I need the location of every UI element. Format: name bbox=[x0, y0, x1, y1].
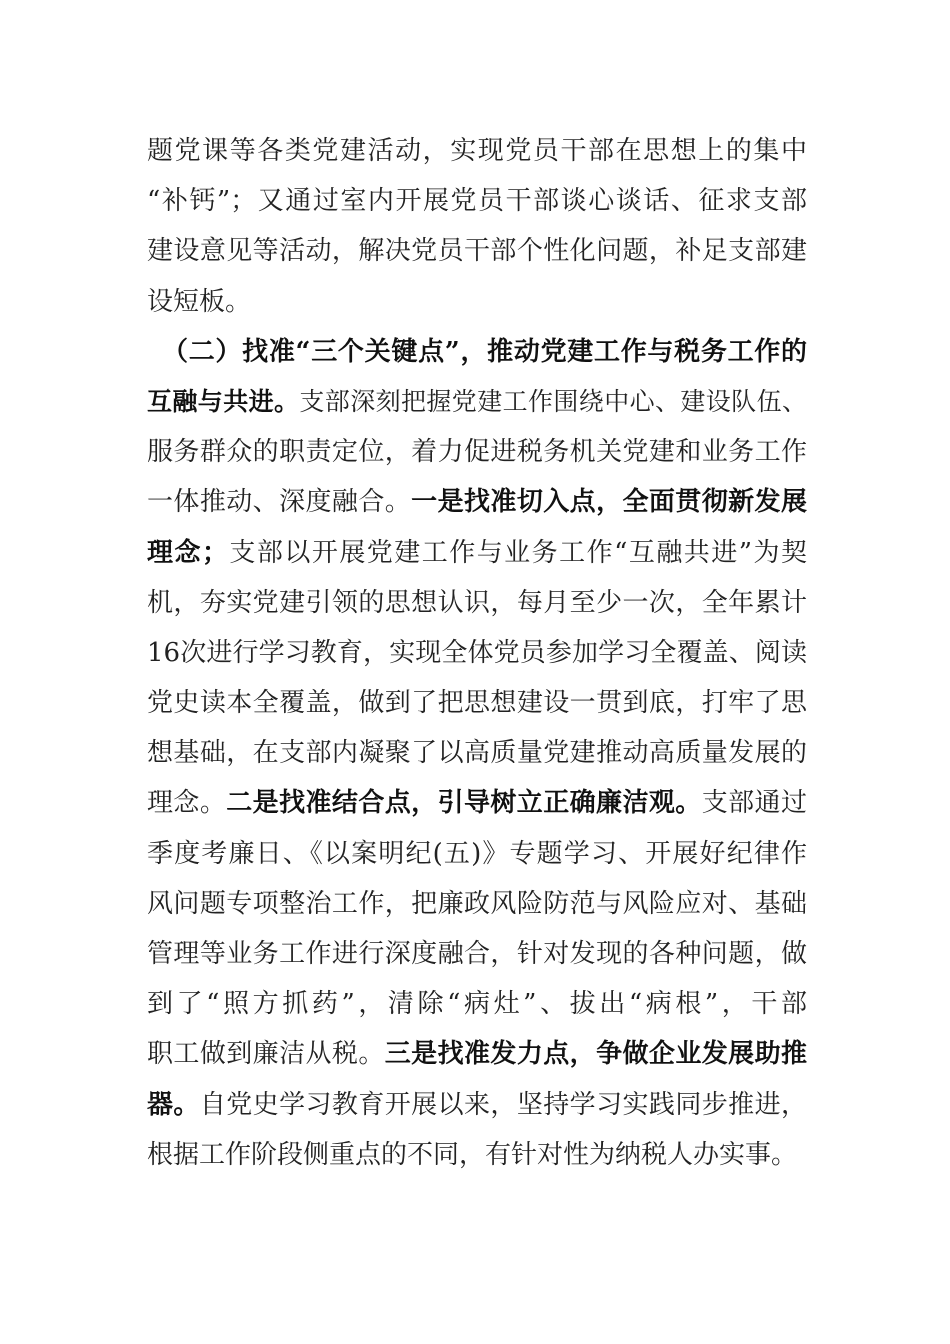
text-line-1 bbox=[147, 126, 807, 176]
text-run: 到了“照方抓药”，清除“病灶”、拔出“病根”，干部 bbox=[147, 989, 807, 1020]
text-run: 想基础，在支部内凝聚了以高质量党建推动高质量发展的 bbox=[147, 738, 807, 769]
section-heading-end: 互融与共进。 bbox=[147, 386, 300, 416]
point-one-heading-end: 理念； bbox=[147, 537, 228, 568]
text-run: “补钙”；又通过室内开展党员干部谈心谈话、征求支部 bbox=[147, 186, 807, 217]
point-one-heading: 一是找准切入点，全面贯彻新发展 bbox=[411, 487, 807, 518]
point-two-heading: 二是找准结合点，引导树立正确廉洁观。 bbox=[226, 788, 702, 819]
text-run: 职工做到廉洁从税。 bbox=[147, 1039, 385, 1070]
text-line-4 bbox=[147, 277, 807, 327]
section-heading-line bbox=[147, 327, 807, 377]
text-line-19 bbox=[147, 1029, 807, 1079]
text-line-12 bbox=[147, 678, 807, 728]
text-line-3 bbox=[147, 226, 807, 276]
text-line-17 bbox=[147, 929, 807, 979]
text-run: 自党史学习教育开展以来，坚持学习实践同步推进， bbox=[199, 1089, 807, 1120]
text-run: 理念。 bbox=[147, 788, 227, 819]
section-heading: （二）找准“三个关键点”，推动党建工作与税务工作的 bbox=[162, 336, 807, 367]
text-run: 党史读本全覆盖，做到了把思想建设一贯到底，打牢了思 bbox=[147, 688, 807, 719]
text-line-20 bbox=[147, 1080, 807, 1130]
text-line-14 bbox=[147, 778, 807, 828]
text-line-15 bbox=[147, 829, 807, 879]
point-three-heading: 三是找准发力点，争做企业发展助推 bbox=[384, 1039, 807, 1070]
text-run: 服务群众的职责定位，着力促进税务机关党建和业务工作 bbox=[147, 437, 807, 468]
text-run: 题党课等各类党建活动，实现党员干部在思想上的集中 bbox=[147, 136, 807, 166]
text-line-6 bbox=[147, 377, 807, 427]
text-run: 建设意见等活动，解决党员干部个性化问题，补足支部建 bbox=[147, 236, 807, 267]
text-line-11 bbox=[147, 628, 807, 678]
text-line-9 bbox=[147, 528, 807, 578]
text-run: 根据工作阶段侧重点的不同，有针对性为纳税人办实事。 bbox=[147, 1139, 798, 1170]
point-three-heading-end: 器。 bbox=[147, 1089, 200, 1120]
text-run: 16次进行学习教育，实现全体党员参加学习全覆盖、阅读 bbox=[147, 637, 807, 668]
text-line-18 bbox=[147, 979, 807, 1029]
text-run: 风问题专项整治工作，把廉政风险防范与风险应对、基础 bbox=[147, 888, 807, 919]
text-run: 设短板。 bbox=[147, 286, 252, 317]
text-line-8 bbox=[147, 477, 807, 527]
text-run: 支部深刻把握党建工作围绕中心、建设队伍、 bbox=[299, 386, 807, 416]
text-run: 管理等业务工作进行深度融合，针对发现的各种问题，做 bbox=[147, 939, 807, 969]
document-body bbox=[147, 126, 807, 1180]
text-run: 支部通过 bbox=[701, 788, 807, 819]
text-run: 季度考廉日、《以案明纪(五)》专题学习、开展好纪律作 bbox=[147, 838, 807, 869]
text-line-16 bbox=[147, 879, 807, 929]
text-run: 支部以开展党建工作与业务工作“互融共进”为契 bbox=[227, 537, 807, 568]
text-line-21 bbox=[147, 1130, 807, 1180]
text-line-10 bbox=[147, 578, 807, 628]
text-run: 机，夯实党建引领的思想认识，每月至少一次，全年累计 bbox=[147, 587, 807, 618]
text-run: 一体推动、深度融合。 bbox=[147, 487, 412, 518]
text-line-13 bbox=[147, 728, 807, 778]
text-line-7 bbox=[147, 427, 807, 477]
text-line-2 bbox=[147, 176, 807, 226]
